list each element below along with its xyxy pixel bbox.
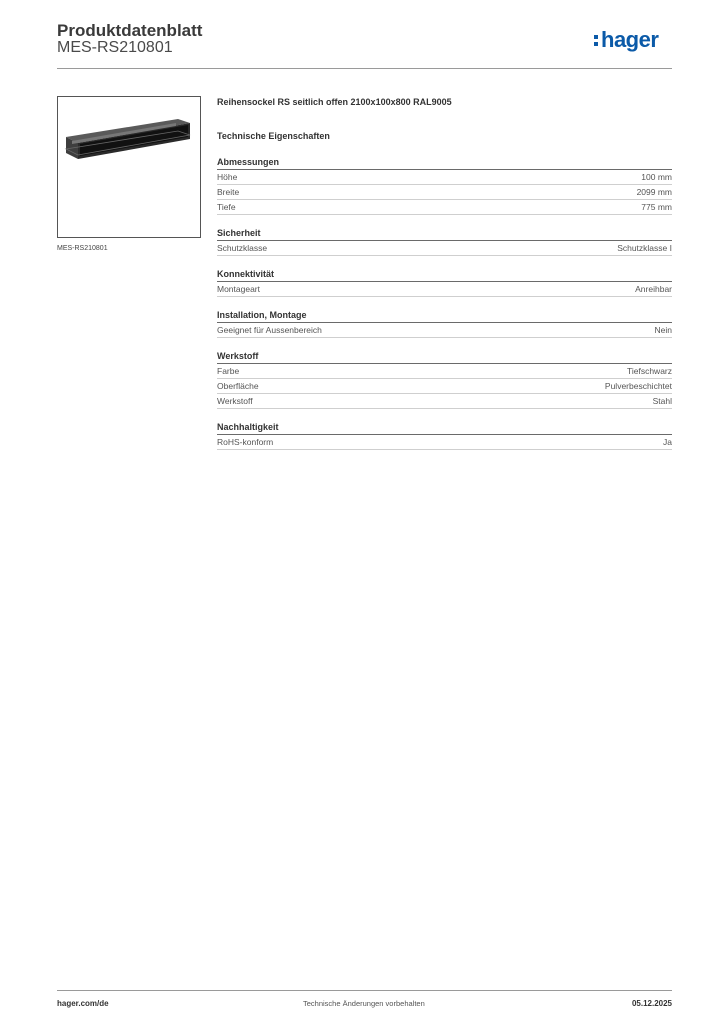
spec-value: 100 mm: [641, 172, 672, 182]
spec-label: Montageart: [217, 284, 260, 294]
spec-row: [217, 323, 672, 338]
spec-row: [217, 170, 672, 185]
spec-label: RoHS-konform: [217, 437, 274, 447]
spec-label: Höhe: [217, 172, 238, 182]
spec-label: Tiefe: [217, 202, 236, 212]
header-divider: [57, 68, 672, 69]
spec-label: Oberfläche: [217, 381, 259, 391]
spec-label: Schutzklasse: [217, 243, 268, 253]
article-number: MES-RS210801: [57, 39, 173, 56]
spec-label: Werkstoff: [217, 396, 253, 406]
spec-row: [217, 394, 672, 409]
section-title: Abmessungen: [217, 156, 672, 170]
spec-value: Pulverbeschichtet: [604, 381, 672, 391]
spec-value: Nein: [654, 325, 672, 335]
spec-row: [217, 241, 672, 256]
spec-row: [217, 379, 672, 394]
spec-value: Schutzklasse I: [617, 243, 672, 253]
spec-row: [217, 435, 672, 450]
section-title: Konnektivität: [217, 268, 672, 282]
footer-disclaimer: Technische Änderungen vorbehalten: [303, 999, 425, 1008]
section-title: Installation, Montage: [217, 309, 672, 323]
image-caption: MES-RS210801: [57, 245, 108, 252]
footer-website-link[interactable]: hager.com/de: [57, 999, 109, 1008]
section-title: Sicherheit: [217, 227, 672, 241]
spec-label: Breite: [217, 187, 240, 197]
section-material: [217, 350, 672, 409]
section-title: Werkstoff: [217, 350, 672, 364]
section-sustainability: [217, 421, 672, 450]
spec-value: 775 mm: [641, 202, 672, 212]
section-installation: [217, 309, 672, 338]
spec-value: Stahl: [652, 396, 672, 406]
spec-value: Ja: [663, 437, 672, 447]
properties-heading: Technische Eigenschaften: [217, 131, 330, 141]
product-image: [57, 96, 201, 238]
document-title: Produktdatenblatt: [57, 21, 203, 40]
section-connectivity: [217, 268, 672, 297]
section-safety: [217, 227, 672, 256]
footer-divider: [57, 990, 672, 991]
spec-row: [217, 200, 672, 215]
logo-text: hager: [601, 27, 659, 52]
section-title: Nachhaltigkeit: [217, 421, 672, 435]
spec-label: Farbe: [217, 366, 240, 376]
product-title: Reihensockel RS seitlich offen 2100x100x800 RAL9005: [217, 97, 452, 107]
specifications: [217, 96, 672, 450]
product-frame-drawing: [58, 97, 200, 237]
spec-value: Anreihbar: [635, 284, 672, 294]
spec-row: [217, 282, 672, 297]
hager-logo: [594, 27, 658, 53]
section-dimensions: [217, 156, 672, 215]
spec-row: [217, 364, 672, 379]
spec-label: Geeignet für Aussenbereich: [217, 325, 322, 335]
spec-value: 2099 mm: [636, 187, 672, 197]
spec-value: Tiefschwarz: [626, 366, 672, 376]
spec-row: [217, 185, 672, 200]
footer-date: 05.12.2025: [631, 999, 672, 1008]
logo-colon-icon: [594, 32, 600, 48]
